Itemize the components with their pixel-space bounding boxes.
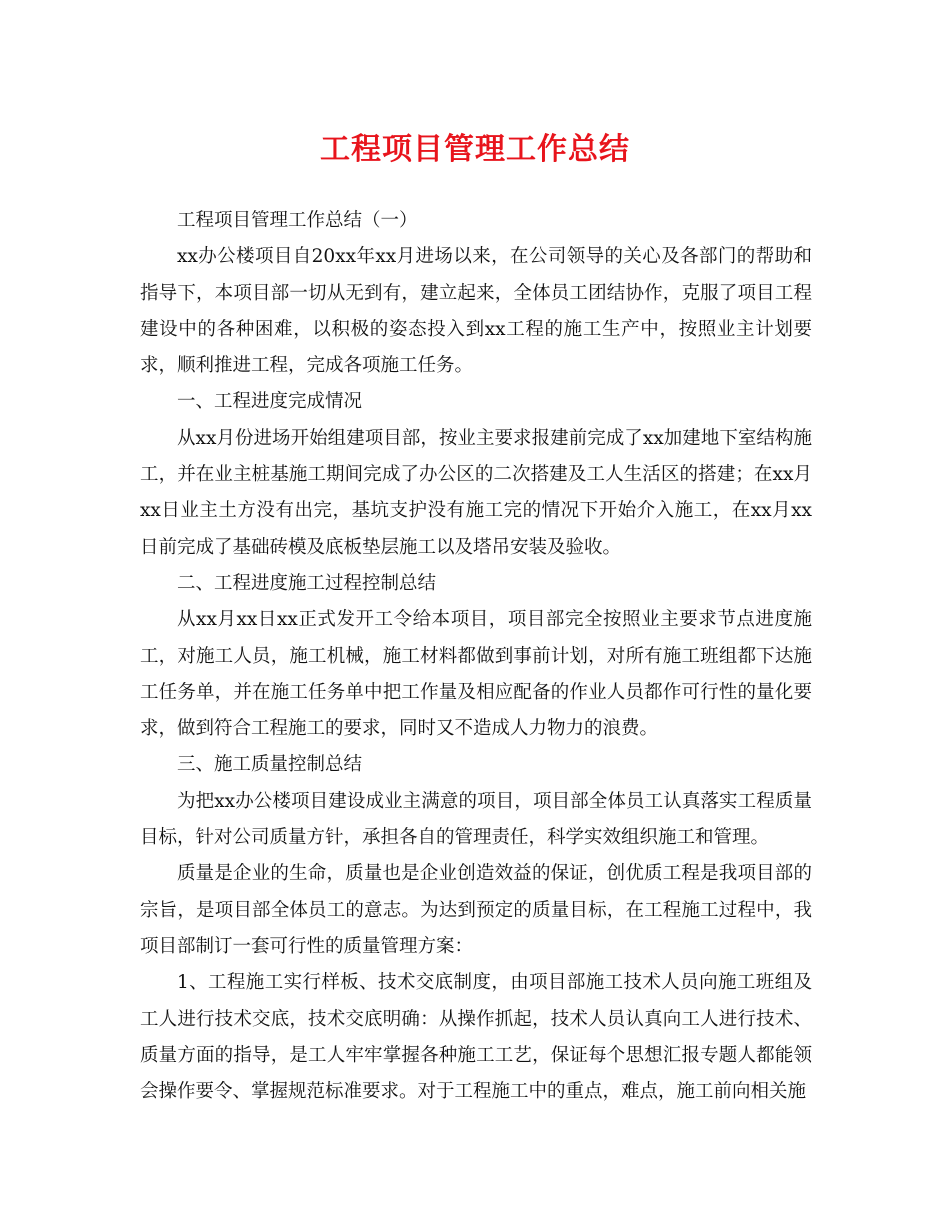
- document-title: 工程项目管理工作总结: [320, 132, 630, 167]
- document-body: [140, 203, 812, 1110]
- section-heading-progress: 一、工程进度完成情况: [177, 391, 363, 413]
- paragraph-subtitle: 工程项目管理工作总结（一）: [177, 210, 418, 231]
- paragraph-process-control: 从xx月xx日xx正式发开工令给本项目，项目部完全按照业主要求节点进度施工，对施工人员，施工机械，施工材料都做到事前计划，对所有施工班组都下达施工任务单，并在施工任务单中把工作量及相应配备的作业人员都作可行性的量化要求，做到符合工程施工的要求，同时又不造成人力物力的浪费。: [140, 609, 812, 740]
- paragraph-quality-importance: 质量是企业的生命，质量也是企业创造效益的保证，创优质工程是我项目部的宗旨，是项目部全体员工的意志。为达到预定的质量目标，在工程施工过程中，我项目部制订一套可行性的质量管理方案：: [140, 863, 812, 957]
- paragraph-quality-item-1: 1、工程施工实行样板、技术交底制度，由项目部施工技术人员向施工班组及工人进行技术交底，技术交底明确：从操作抓起，技术人员认真向工人进行技术、质量方面的指导，是工人牢牢掌握各种施工工艺，保证每个思想汇报专题人都能领会操作要令、掌握规范标准要求。对于工程施工中的重点，难点，施工前向相关施: [140, 972, 812, 1103]
- section-heading-process-control: 二、工程进度施工过程控制总结: [177, 572, 437, 594]
- section-heading-quality-control: 三、施工质量控制总结: [177, 754, 363, 776]
- paragraph-progress: 从xx月份进场开始组建项目部，按业主要求报建前完成了xx加建地下室结构施工，并在业主桩基施工期间完成了办公区的二次搭建及工人生活区的搭建；在xx月xx日业主土方没有出完，基坑支护没有施工完的情况下开始介入施工，在xx月xx日前完成了基础砖模及底板垫层施工以及塔吊安装及验收。: [140, 427, 812, 558]
- paragraph-intro: xx办公楼项目自20xx年xx月进场以来，在公司领导的关心及各部门的帮助和指导下，本项目部一切从无到有，建立起来，全体员工团结协作，克服了项目工程建设中的各种困难，以积极的姿态投入到xx工程的施工生产中，按照业主计划要求，顺利推进工程，完成各项施工任务。: [140, 246, 812, 377]
- paragraph-quality-goal: 为把xx办公楼项目建设成业主满意的项目，项目部全体员工认真落实工程质量目标，针对公司质量方针，承担各自的管理责任，科学实效组织施工和管理。: [140, 790, 812, 849]
